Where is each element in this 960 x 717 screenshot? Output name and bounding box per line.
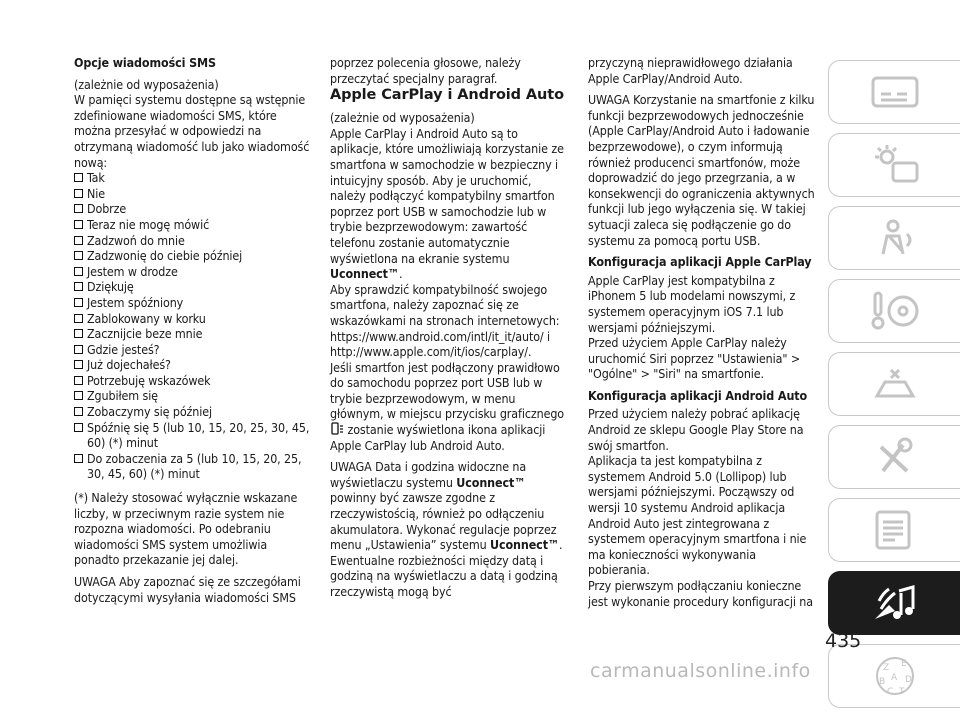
urls-text[interactable]: https://www.android.com/intl/it_it/auto/ i http://www.apple.com/it/ios/carplay/. xyxy=(330,328,551,360)
multimedia-icon xyxy=(867,579,923,627)
checkbox-icon xyxy=(74,360,83,369)
list-item: Spóźnię się 5 (lub 10, 15, 20, 25, 30, 45, 60) (*) minut xyxy=(74,420,314,451)
list-item: Już dojechałeś? xyxy=(74,357,314,373)
tab-multimedia[interactable] xyxy=(828,571,960,635)
list-item: Nie xyxy=(74,186,314,202)
compatibility-text: Aby sprawdzić kompatybilność swojego smartfona, należy zapoznać się ze wskazówkami na stronach internetowych: xyxy=(330,281,560,328)
numbers-note: (*) Należy stosować wyłącznie wskazane liczby, w przeciwnym razie system nie rozpozna wiadomości. Po odebraniu wiadomości SMS system umożliwia ponadto przekazanie jej dalej. xyxy=(74,490,298,568)
svg-text:T: T xyxy=(898,687,904,697)
dashboard-icon xyxy=(867,68,923,116)
checkbox-icon xyxy=(74,189,83,198)
column-1 xyxy=(74,55,314,611)
maintenance-icon xyxy=(867,433,923,481)
list-item: Zadzwonię do ciebie później xyxy=(74,248,314,264)
checkbox-icon xyxy=(74,204,83,213)
checkbox-icon xyxy=(74,329,83,338)
list-item: Jestem w drodze xyxy=(74,264,314,280)
list-item: Jestem spóźniony xyxy=(74,295,314,311)
sms-warning: UWAGA Aby zapoznać się ze szczegółami dotyczącymi wysyłania wiadomości SMS xyxy=(74,574,301,605)
sms-options-heading: Opcje wiadomości SMS xyxy=(74,55,216,70)
tab-technical-data[interactable] xyxy=(828,498,960,562)
watermark: carmanualsonline.info xyxy=(590,660,811,682)
checkbox-icon xyxy=(74,407,83,416)
carplay-intro: Apple CarPlay i Android Auto są to aplikacje, które umożliwiają korzystanie ze smartfona w samochodzie w bezpieczny i intuicyjny sposób. Aby je uruchomić, należy podłączyć kompatybilny smartfon poprzez port USB w samochodzie lub w trybie bezprzewodowym: zawartość telefonu zostanie automatycznie wyświetlona na ekranie systemu Uconnect™. xyxy=(330,125,564,282)
list-item: Zobaczymy się później xyxy=(74,404,314,420)
svg-text:E: E xyxy=(900,659,907,669)
safety-icon xyxy=(867,214,923,262)
checkbox-icon xyxy=(74,251,83,260)
checkbox-icon xyxy=(74,220,83,229)
continuation-text: przyczyną nieprawidłowego działania Apple CarPlay/Android Auto. xyxy=(588,55,793,86)
page-number: 435 xyxy=(825,630,862,652)
android-first-connect: Przy pierwszym podłączaniu konieczne jest wykonanie procedury konfiguracji na xyxy=(588,578,813,609)
list-item: Zadzwoń do mnie xyxy=(74,233,314,249)
list-item: Zgubiłem się xyxy=(74,388,314,404)
checkbox-icon xyxy=(74,298,83,307)
tab-driving[interactable] xyxy=(828,279,960,343)
svg-text:B: B xyxy=(878,677,885,687)
carplay-sub: (zależnie od wyposażenia) xyxy=(330,110,475,126)
checkbox-icon xyxy=(74,236,83,245)
checkbox-icon xyxy=(74,314,83,323)
list-item: Dziękuję xyxy=(74,279,314,295)
sms-intro: W pamięci systemu dostępne są wstępnie zdefiniowane wiadomości SMS, które można przesyłać w odpowiedzi na otrzymaną wiadomość lub jako wiadomość nową: xyxy=(74,92,310,170)
tab-emergency[interactable] xyxy=(828,352,960,416)
tab-dashboard[interactable] xyxy=(828,60,960,124)
driving-icon xyxy=(867,287,923,335)
tab-index[interactable] xyxy=(828,644,960,708)
svg-text:D: D xyxy=(904,675,912,685)
tab-lights[interactable] xyxy=(828,133,960,197)
tab-maintenance[interactable] xyxy=(828,425,960,489)
uconnect-brand: Uconnect™ xyxy=(330,266,399,282)
index-icon xyxy=(867,652,923,700)
list-item: Do zobaczenia za 5 (lub 10, 15, 20, 25, 30, 45, 60) (*) minut xyxy=(74,451,314,482)
list-item: Tak xyxy=(74,170,314,186)
checkbox-icon xyxy=(74,345,83,354)
datetime-warning: UWAGA Data i godzina widoczne na wyświetlaczu systemu Uconnect™ powinny być zawsze zgodne z rzeczywistością, również po odłączeniu akumulatora. Wykonać regulacje poprzez menu „Ustawienia” systemu Uconnect™. Ewentualne rozbieżności między datą i godziną na wyświetlaczu a datą i godziną rzeczywistą mogą być xyxy=(330,459,563,599)
list-item: Zacznijcie beze mnie xyxy=(74,326,314,342)
checkbox-icon xyxy=(74,391,83,400)
lights-icon xyxy=(867,141,923,189)
checkbox-icon xyxy=(74,282,83,291)
svg-text:Z: Z xyxy=(882,663,889,673)
list-item: Dobrze xyxy=(74,201,314,217)
column-3 xyxy=(588,55,820,609)
phone-projection-icon xyxy=(330,422,344,436)
technical-data-icon xyxy=(867,506,923,554)
emergency-icon xyxy=(867,360,923,408)
wireless-warning: UWAGA Korzystanie na smartfonie z kilku funkcji bezprzewodowych jednocześnie (Apple CarPlay/Android Auto i ładowanie bezprzewodowe), o czym informują również producenci smartfonów, może doprowadzić do jego przegrzania, a w konsekwencji do ograniczenia aktywnych funkcji lub jego wyłączenia się. W takiej sytuacji zaleca się podłączenie go do systemu za pomocą portu USB. xyxy=(588,92,815,248)
checkbox-icon xyxy=(74,454,83,463)
carplay-compat: Apple CarPlay jest kompatybilna z iPhonem 5 lub modelami nowszymi, z systemem operacyjnym iOS 7.1 lub wersjami późniejszymi. xyxy=(588,272,796,335)
sms-list xyxy=(74,170,314,482)
android-download: Przed użyciem należy pobrać aplikację Android ze sklepu Google Play Store na swój smartfon. xyxy=(588,406,804,453)
checkbox-icon xyxy=(74,376,83,385)
carplay-heading: Apple CarPlay i Android Auto xyxy=(330,87,564,104)
checkbox-icon xyxy=(74,267,83,276)
tab-safety[interactable] xyxy=(828,206,960,270)
checkbox-icon xyxy=(74,173,83,182)
svg-text:A: A xyxy=(890,673,897,683)
continuation-text: poprzez polecenia głosowe, należy przeczytać specjalny paragraf. xyxy=(330,55,521,86)
android-compat: Aplikacja ta jest kompatybilna z systemem Android 5.0 (Lollipop) lub wersjami późniejszymi. Począwszy od wersji 10 systemu Android aplikacja Android Auto jest zintegrowana z systemem operacyjnym smartfona i nie ma konieczności wykonywania pobierania. xyxy=(588,453,807,578)
chapter-tabs xyxy=(828,60,960,717)
list-item: Potrzebuję wskazówek xyxy=(74,373,314,389)
checkbox-icon xyxy=(74,423,83,432)
connection-text: Jeśli smartfon jest podłączony prawidłowo do samochodu poprzez port USB lub w trybie bezprzewodowym, w menu głównym, w miejscu przycisku graficznego zostanie wyświetlona ikona aplikacji Apple CarPlay lub Android Auto. xyxy=(330,359,565,453)
list-item: Gdzie jesteś? xyxy=(74,342,314,358)
list-item: Teraz nie mogę mówić xyxy=(74,217,314,233)
column-2 xyxy=(330,55,570,606)
carplay-siri: Przed użyciem Apple CarPlay należy uruchomić Siri poprzez "Ustawienia" > "Ogólne" > "Siri" na smartfonie. xyxy=(588,335,801,382)
android-config-heading: Konfiguracja aplikacji Android Auto xyxy=(588,387,808,403)
svg-text:C: C xyxy=(886,687,893,697)
carplay-config-heading: Konfiguracja aplikacji Apple CarPlay xyxy=(588,254,812,270)
list-item: Zablokowany w korku xyxy=(74,311,314,327)
sms-options-sub: (zależnie od wyposażenia) xyxy=(74,76,219,92)
